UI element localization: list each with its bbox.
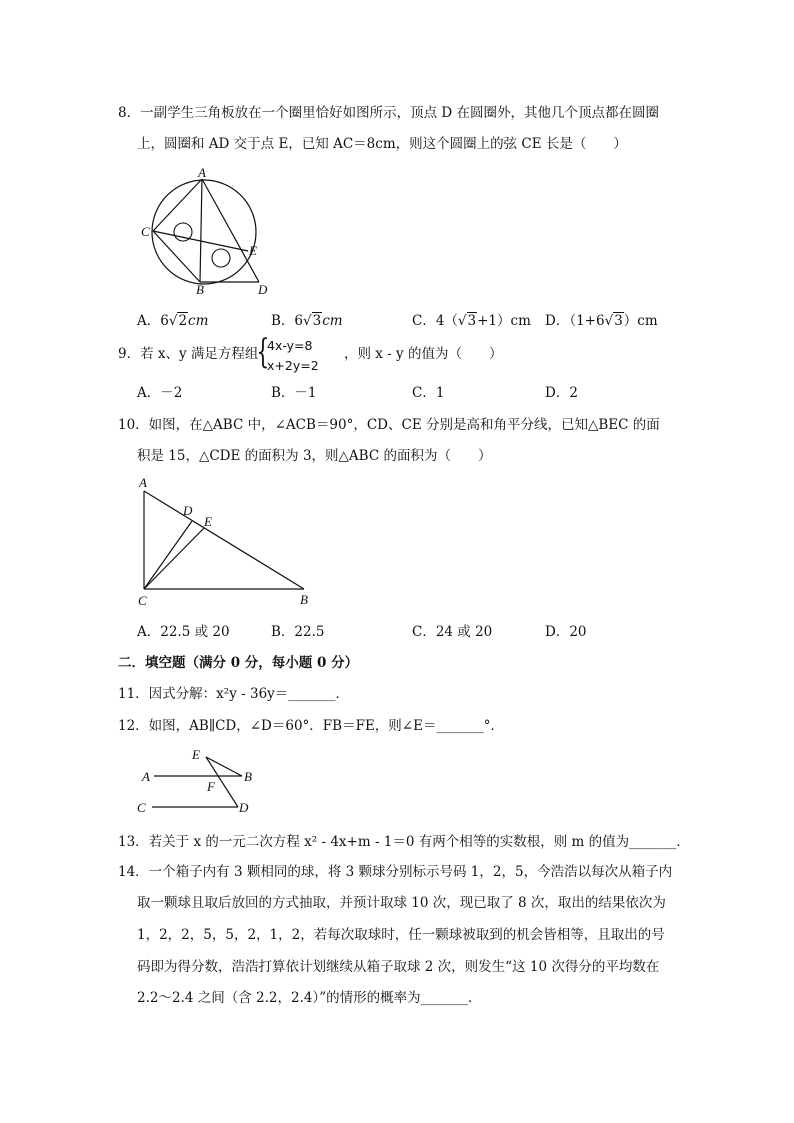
q10-line-ce [144,528,204,589]
q14-text-line3: 1，2，2，5，5，2，1，2，若每次取球时，任一颗球被取到的机会皆相等，且取出的号 [137,927,665,943]
q9-equation-1: 4x-y=8 [267,338,313,353]
q10-label-a: A [139,475,147,490]
q8-line-ab [200,179,202,282]
q8-option-b-unit: cm [322,313,343,329]
q12-label-b: B [244,769,252,784]
q9-equation-2: x+2y=2 [267,358,319,373]
q13-text: 13．若关于 x 的一元二次方程 x² - 4x+m - 1＝0 有两个相等的实数根，则 m 的值为_______． [118,834,690,850]
q10-triangle-figure [134,475,324,610]
q10-text-line2: 积是 15，△CDE 的面积为 3，则△ABC 的面积为（ ） [137,448,492,464]
q8-circle [152,180,256,284]
q8-label-d: D [258,282,268,297]
q12-label-e: E [192,747,200,762]
q12-parallel-figure [134,745,274,815]
q8-label-b: B [196,282,204,297]
q12-text: 12．如图，AB∥CD，∠D＝60°．FB＝FE，则∠E＝_______°． [118,718,504,734]
q14-text-line2: 取一颗球且取后放回的方式抽取，并预计取球 10 次，现已取了 8 次，取出的结果依次为 [137,895,666,911]
section-fill-in-title: 二．填空题（满分 0 分，每小题 0 分） [118,655,359,671]
q10-line-cd [144,521,192,589]
q10-label-d: D [183,503,193,518]
q12-label-a: A [142,769,150,784]
q8-small-circle-1 [174,223,192,241]
q8-option-a-unit: cm [188,313,209,329]
q10-line-ab [144,491,304,589]
q8-text-line2: 上，圆圈和 AD 交于点 E，已知 AC＝8cm，则这个圆圈上的弦 CE 长是（ ） [137,136,627,152]
q14-text-line5: 2.2～2.4 之间（含 2.2，2.4）”的情形的概率为_______． [137,990,482,1006]
q10-option-c: C．24 或 20 [412,624,493,640]
q9-option-b: B．－1 [271,385,317,401]
q8-label-a: A [198,165,206,180]
q11-text: 11．因式分解：x²y - 36y＝_______． [118,686,350,702]
q8-option-a-radicand: 2 [178,313,188,329]
q10-text-line1: 10．如图，在△ABC 中，∠ACB＝90°，CD、CE 分别是高和角平分线，已知△BEC 的面 [118,417,660,433]
q8-option-b: B．6√3cm [271,313,343,329]
q9-option-d: D．2 [545,385,578,401]
q8-option-d-radicand: 3 [614,313,623,329]
q8-text-line1: 8．一副学生三角板放在一个圈里恰好如图所示，顶点 D 在圆圈外，其他几个顶点都在圆圈 [118,105,659,121]
q8-option-d: D．（1+6√3）cm [545,313,658,329]
q8-option-c-suffix: +1）cm [477,313,531,329]
q9-suffix: ，则 x - y 的值为（ ） [344,346,503,362]
q8-option-c: C．4（√3+1）cm [412,313,531,329]
q9-option-a: A．－2 [137,385,183,401]
q8-option-a: A．6√2cm [137,313,209,329]
q8-label-e: E [249,243,257,258]
q12-label-d: D [239,800,249,815]
q10-option-b: B．22.5 [271,624,325,640]
q8-option-b-prefix: B．6 [271,313,304,329]
q12-label-f: F [207,779,215,794]
q10-option-a: A．22.5 或 20 [137,624,230,640]
q8-option-c-radicand: 3 [467,313,477,329]
q10-option-d: D．20 [545,624,587,640]
q9-prefix: 9．若 x、y 满足方程组 [118,346,259,362]
q8-option-a-prefix: A．6 [137,313,169,329]
q8-option-d-prefix: D．（1+6 [545,313,605,329]
q14-text-line4: 码即为得分数，浩浩打算依计划继续从箱子取球 2 次，则发生“这 10 次得分的平均数在 [137,959,660,975]
q10-label-b: B [300,592,308,607]
q8-label-c: C [141,224,150,239]
q8-option-b-radicand: 3 [312,313,322,329]
q10-label-c: C [138,593,147,608]
q8-small-circle-2 [212,249,230,267]
q8-circle-figure [136,165,286,300]
q8-option-c-prefix: C．4（ [412,313,458,329]
q9-option-c: C．1 [412,385,445,401]
q8-option-d-suffix: ）cm [623,313,658,329]
q14-text-line1: 14．一个箱子内有 3 颗相同的球，将 3 颗球分别标示号码 1，2，5，今浩浩以每次从箱子内 [118,864,673,880]
q12-label-c: C [137,800,146,815]
q8-line-ad [202,179,259,282]
q10-label-e: E [204,514,212,529]
q9-brace: { [256,332,270,372]
